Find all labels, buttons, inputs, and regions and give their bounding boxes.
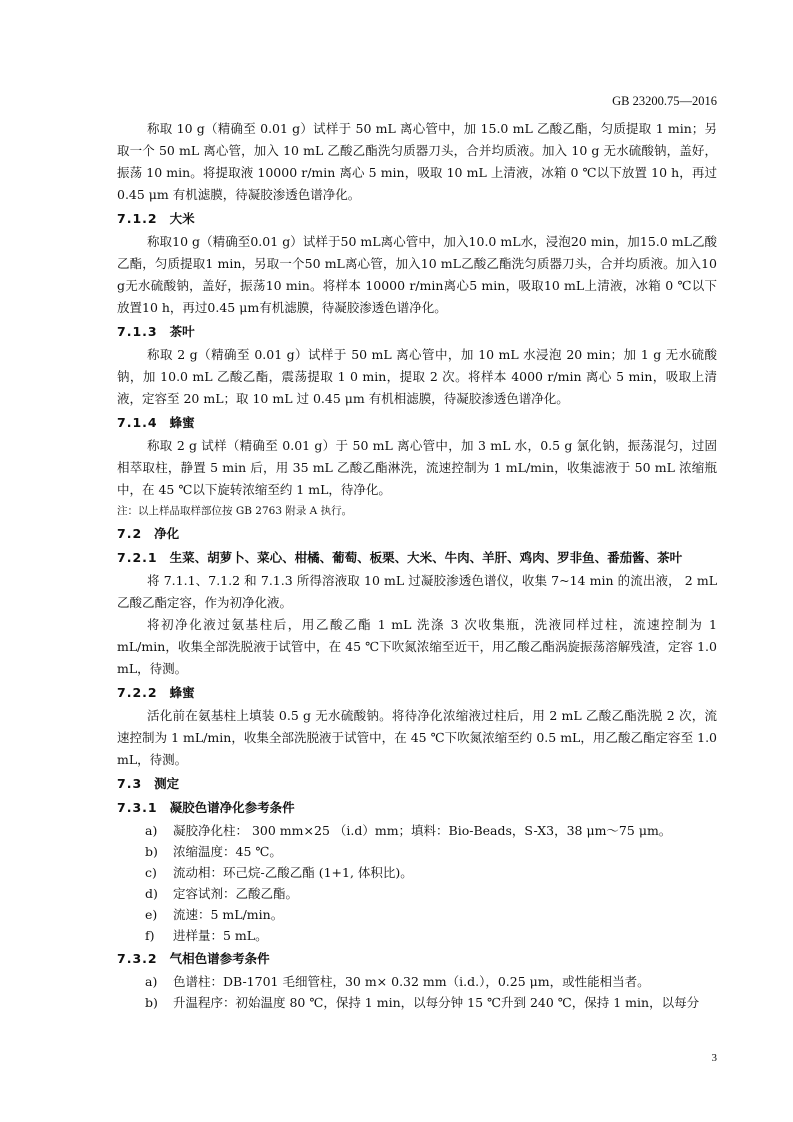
section-heading [117,773,717,795]
paragraph: 将初净化液过氨基柱后，用乙酸乙酯 1 mL 洗涤 3 次收集瓶，洗液同样过柱，流速控制为 1 mL/min，收集全部洗脱液于试管中，在 45 ℃下吹氮浓缩至近干，用乙酸乙酯涡旋振荡溶解残渣，定容 1.0 mL，待测。 [117,617,717,676]
section-title: 蜂蜜 [169,415,195,430]
section-title: 气相色谱参考条件 [169,951,270,966]
standard-number: GB 23200.75—2016 [612,94,717,108]
section-heading [117,547,717,569]
list-marker: a) [145,974,158,989]
section-number: 7.1.4 [117,415,158,430]
section-title: 生菜、胡萝卜、菜心、柑橘、葡萄、板栗、大米、牛肉、羊肝、鸡肉、罗非鱼、番茄酱、茶叶 [169,550,683,565]
section-title: 蜂蜜 [169,685,195,700]
list-marker: b) [145,844,158,859]
section-title: 测定 [154,776,180,791]
document-body [117,118,717,1013]
section-heading [117,321,717,343]
list-item-text: 色谱柱：DB-1701 毛细管柱，30 m× 0.32 mm（i.d.），0.25 μm，或性能相当者。 [173,974,650,989]
list-item-text: 流动相：环己烷-乙酸乙酯 (1+1, 体积比)。 [173,865,413,880]
list-marker: d) [145,886,158,901]
list-item [117,883,717,904]
section-title: 大米 [169,211,195,226]
paragraph: 将 7.1.1、7.1.2 和 7.1.3 所得溶液取 10 mL 过凝胶渗透色谱仪，收集 7~14 min 的流出液， 2 mL 乙酸乙酯定容，作为初净化液。 [117,573,717,610]
page-number: 3 [711,1052,717,1064]
paragraph: 称取 10 g（精确至 0.01 g）试样于 50 mL 离心管中，加 15.0 mL 乙酸乙酯，匀质提取 1 min；另取一个 50 mL 离心管，加入 10 mL 乙酸乙酯洗匀质器刀头，合并均质液。加入 10 g 无水硫酸钠，盖好，振荡 10 min。将提取液 10000 r/min 离心 5 min，吸取 10 mL 上清液，冰箱 0 ℃以下放置 10 h，再过 0.45 μm 有机滤膜，待凝胶渗透色谱净化。 [117,121,717,202]
section-number: 7.2.1 [117,550,158,565]
list-marker: e) [145,907,158,922]
section-heading [117,412,717,434]
section-number: 7.3.2 [117,951,158,966]
section-heading [117,797,717,819]
section-number: 7.2 [117,526,143,541]
list-item-text: 凝胶净化柱： 300 mm×25 （i.d）mm；填料：Bio-Beads，S-X3，38 μm～75 μm。 [173,823,672,838]
list-marker: f) [145,928,155,943]
section-heading [117,682,717,704]
list-item [117,862,717,883]
section-title: 净化 [154,526,180,541]
list-marker: c) [145,865,157,880]
section-title: 凝胶色谱净化参考条件 [169,800,295,815]
list-item-text: 浓缩温度：45 ℃。 [173,844,282,859]
section-number: 7.1.2 [117,211,158,226]
list-item [117,992,717,1013]
section-number: 7.1.3 [117,324,158,339]
list-item [117,925,717,946]
section-heading [117,208,717,230]
list-item-text: 升温程序：初始温度 80 ℃，保持 1 min，以每分钟 15 ℃升到 240 ℃，保持 1 min，以每分 [173,995,700,1010]
list-item-text: 流速：5 mL/min。 [173,907,284,922]
list-item [117,904,717,925]
note: 注：以上样品取样部位按 GB 2763 附录 A 执行。 [117,505,353,517]
list-marker: b) [145,995,158,1010]
paragraph: 活化前在氨基柱上填装 0.5 g 无水硫酸钠。将待净化浓缩液过柱后，用 2 mL 乙酸乙酯洗脱 2 次，流速控制为 1 mL/min，收集全部洗脱液于试管中，在 45 ℃下吹氮浓缩至约 0.5 mL，用乙酸乙酯定容至 1.0 mL，待测。 [117,708,717,767]
section-number: 7.3.1 [117,800,158,815]
section-number: 7.2.2 [117,685,158,700]
list-item [117,971,717,992]
paragraph: 称取10 g（精确至0.01 g）试样于50 mL离心管中，加入10.0 mL水，浸泡20 min，加15.0 mL乙酸乙酯，匀质提取1 min，另取一个50 mL离心管，加入10 mL乙酸乙酯洗匀质器刀头，合并均质液。加入10 g无水硫酸钠，盖好，振荡10 min。将样本 10000 r/min离心5 min，吸取10 mL上清液，冰箱 0 ℃以下放置10 h，再过0.45 μm有机滤膜，待凝胶渗透色谱净化。 [117,234,717,315]
list-item [117,841,717,862]
paragraph: 称取 2 g（精确至 0.01 g）试样于 50 mL 离心管中，加 10 mL 水浸泡 20 min；加 1 g 无水硫酸钠，加 10.0 mL 乙酸乙酯，震荡提取 1 0 min，提取 2 次。将样本 4000 r/min 离心 5 min，吸取上清液，定容至 20 mL；取 10 mL 过 0.45 μm 有机相滤膜，待凝胶渗透色谱净化。 [117,347,717,406]
condition-list [117,820,717,946]
list-item [117,820,717,841]
section-heading [117,948,717,970]
section-number: 7.3 [117,776,143,791]
list-item-text: 进样量：5 mL。 [173,928,268,943]
paragraph: 称取 2 g 试样（精确至 0.01 g）于 50 mL 离心管中，加 3 mL 水，0.5 g 氯化钠，振荡混匀，过固相萃取柱，静置 5 min 后，用 35 mL 乙酸乙酯淋洗，流速控制为 1 mL/min，收集滤液于 50 mL 浓缩瓶中，在 45 ℃以下旋转浓缩至约 1 mL，待净化。 [117,438,717,497]
condition-list [117,971,717,1013]
list-marker: a) [145,823,158,838]
section-heading [117,523,717,545]
list-item-text: 定容试剂：乙酸乙酯。 [173,886,299,901]
section-title: 茶叶 [169,324,195,339]
